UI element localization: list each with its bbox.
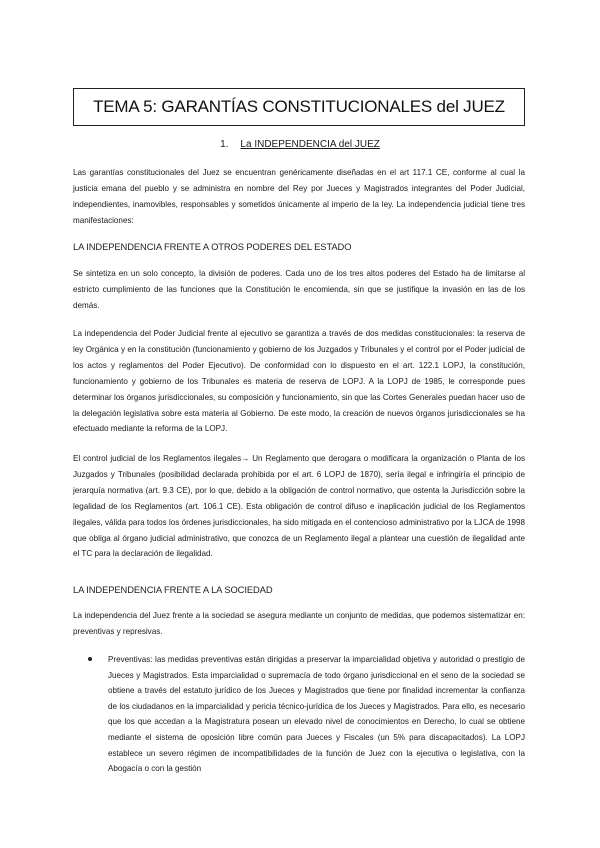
intro-paragraph: Las garantías constitucionales del Juez se encuentran genéricamente diseñadas en el art 117.1 CE, conforme al cual la justicia emana del pueblo y se administra en nombre del Rey por Jueces y Magistrados integrantes del Poder Judicial, independientes, inamovibles, responsables y sometidos únicamente al imperio de la ley. La independencia judicial tiene tres manifestaciones: [73,168,525,225]
subheading-powers: LA INDEPENDENCIA FRENTE A OTROS PODERES DEL ESTADO [73,241,352,252]
section-label: La INDEPENDENCIA del JUEZ [240,139,380,150]
document-title: TEMA 5: GARANTÍAS CONSTITUCIONALES del JUEZ [93,97,505,116]
title-box [73,88,525,126]
section-number: 1. [220,139,229,150]
paragraph-society-measures: La independencia del Juez frente a la sociedad se asegura mediante un conjunto de medidas, que podemos sistematizar en: preventivas y represivas. [73,611,525,636]
paragraph-regulation-control: El control judicial de los Reglamentos ilegales→ Un Reglamento que derogara o modificara la organización o Planta de los Juzgados y Tribunales (posibilidad declarada prohibida por el art. 6 LOPJ de 1870), sería ilegal e infringiría el principio de jerarquía normativa (art. 9.3 CE), por lo que, debido a la obligación de control normativo, que ostenta la Jurisdicción sobre la legalidad de los Reglamentos (art. 106.1 CE). Esta obligación de control difuso e inaplicación judicial de los Reglamentos ilegales, válida para todos los órdenes jurisdiccionales, ha sido mitigada en el contencioso administrativo por la LJCA de 1998 que obliga al órgano judicial administrativo, que conozca de un Reglamento ilegal a plantear una cuestión de ilegalidad ante el TC para la declaración de ilegalidad. [73,454,525,559]
bullet-icon [88,657,92,661]
bullet-text: Preventivas: las medidas preventivas están dirigidas a preservar la imparcialidad objetiva y autoridad o prestigio de Jueces y Magistrados. Esta imparcialidad o supremacía de todo órgano jurisdiccional en el seno de la sociedad se obtiene a través del estatuto jurídico de los Jueces y Magistrados que tiene por finalidad incrementar la confianza de los ciudadanos en la imparcialidad y pericia técnico-jurídica de los Jueces y Magistrados. Para ello, es necesario que los que accedan a la Magistratura posean un elevado nivel de conocimientos en Derecho, lo cual se obtiene mediante el sistema de oposición libre común para Jueces y Fiscales (un 5% para discapacitados). La LOPJ establece un severo régimen de incompatibilidades de la función de Juez con la ejecutiva o legislativa, con la Abogacía o con la gestión [108,655,525,774]
paragraph-division-powers: Se sintetiza en un solo concepto, la división de poderes. Cada uno de los tres altos poderes del Estado ha de limitarse al estricto cumplimiento de las funciones que la Constitución le encomienda, sin que se justifique la invasión en las de los demás. [73,269,525,310]
subheading-society: LA INDEPENDENCIA FRENTE A LA SOCIEDAD [73,584,273,595]
paragraph-judicial-executive: La independencia del Poder Judicial frente al ejecutivo se garantiza a través de dos medidas constitucionales: la reserva de ley Orgánica y en la constitución (funcionamiento y gobierno de los Juzgados y Tribunales y el control por el Poder judicial de los actos y reglamentos del Poder Ejecutivo). De conformidad con lo dispuesto en el art. 122.1 LOPJ, la constitución, funcionamiento y gobierno de los Tribunales es materia de reserva de LOPJ. A la LOPJ de 1985, le corresponde pues determinar los órganos jurisdiccionales, su composición y funcionamiento, sin que las Cortes Generales puedan hacer uso de la delegación legislativa sobre esta materia al Gobierno. De este modo, la creación de nuevos órganos jurisdiccionales se ha efectuado mediante la reforma de la LOPJ. [73,329,525,434]
section-heading [0,139,600,150]
